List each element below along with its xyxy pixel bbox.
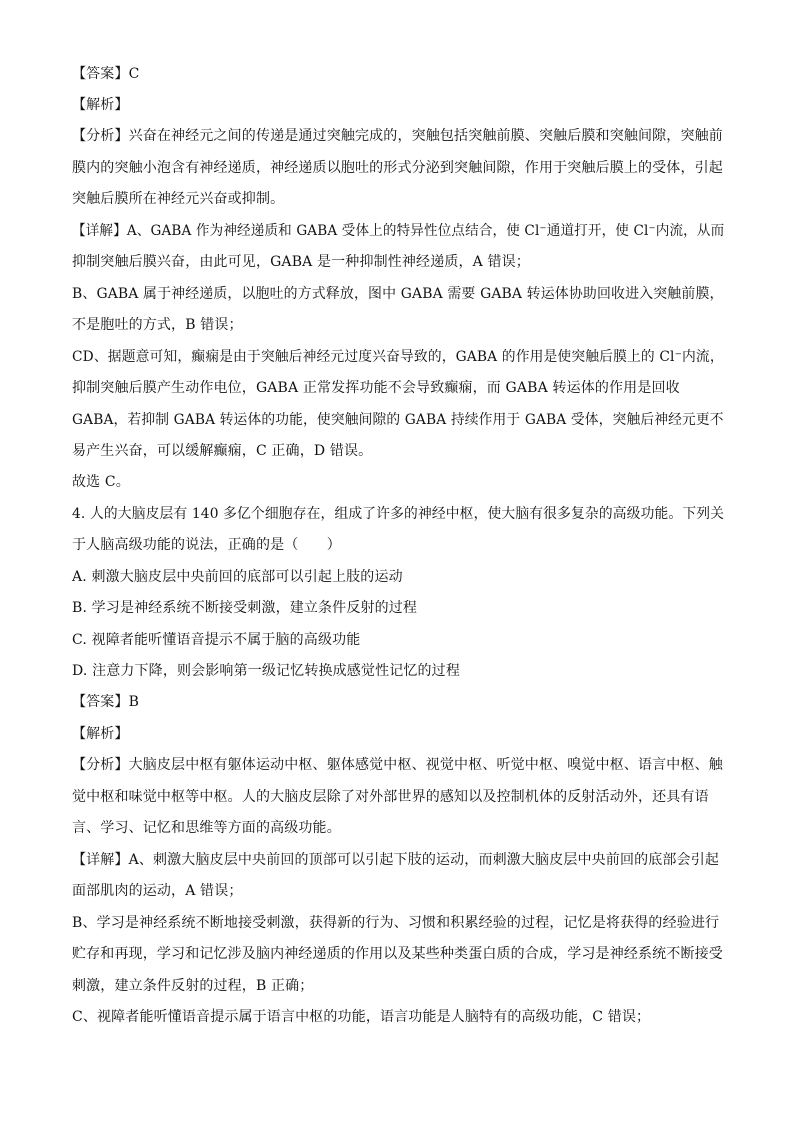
text-line: 【分析】大脑皮层中枢有躯体运动中枢、躯体感觉中枢、视觉中枢、听觉中枢、嗅觉中枢、语言中枢、触 <box>72 757 723 773</box>
text-line: B、GABA 属于神经递质，以胞吐的方式释放，图中 GABA 需要 GABA 转运体协助回收进入突触前膜， <box>72 286 724 302</box>
answer-line-1: 【答案】C <box>72 66 140 82</box>
text-line: 不是胞吐的方式，B 错误； <box>72 317 243 333</box>
text-line: 易产生兴奋，可以缓解癫痫，C 正确，D 错误。 <box>72 443 373 459</box>
text-line: GABA，若抑制 GABA 转运体的功能，使突触间隙的 GABA 持续作用于 GABA 受体，突触后神经元更不 <box>72 412 724 428</box>
text-line: 抑制突触后膜兴奋，由此可见，GABA 是一种抑制性神经递质，A 错误； <box>72 254 530 270</box>
question-stem: 于人脑高级功能的说法，正确的是（ ） <box>72 537 341 553</box>
analysis-heading-2: 【解析】 <box>72 726 129 742</box>
text-line: 言、学习、记忆和思维等方面的高级功能。 <box>72 820 341 836</box>
option-c: C. 视障者能听懂语音提示不属于脑的高级功能 <box>72 632 361 648</box>
text-line: 膜内的突触小泡含有神经递质，神经递质以胞吐的形式分泌到突触间隙，作用于突触后膜上的受体，引起 <box>72 160 723 176</box>
text-line: 贮存和再现，学习和记忆涉及脑内神经递质的作用以及某些种类蛋白质的合成，学习是神经系统不断接受 <box>72 946 723 962</box>
answer-line-2: 【答案】B <box>72 694 140 710</box>
option-b: B. 学习是神经系统不断接受刺激，建立条件反射的过程 <box>72 600 418 616</box>
text-line: 【详解】A、GABA 作为神经递质和 GABA 受体上的特异性位点结合，使 Cl⁻通道打开，使 Cl⁻内流，从而 <box>72 223 725 239</box>
option-a: A. 刺激大脑皮层中央前回的底部可以引起上肢的运动 <box>72 569 403 585</box>
text-line: 面部肌肉的运动，A 错误； <box>72 883 243 899</box>
text-line: 觉中枢和味觉中枢等中枢。人的大脑皮层除了对外部世界的感知以及控制机体的反射活动外，还具有语 <box>72 789 709 805</box>
text-line: 【分析】兴奋在神经元之间的传递是通过突触完成的，突触包括突触前膜、突触后膜和突触间隙，突触前 <box>72 128 723 144</box>
question-stem: 4. 人的大脑皮层有 140 多亿个细胞存在，组成了许多的神经中枢，使大脑有很多复杂的高级功能。下列关 <box>72 506 725 522</box>
text-line: 抑制突触后膜产生动作电位，GABA 正常发挥功能不会导致癫痫，而 GABA 转运体的作用是回收 <box>72 380 680 396</box>
text-line: 刺激，建立条件反射的过程，B 正确； <box>72 978 314 994</box>
text-line: 【详解】A、刺激大脑皮层中央前回的顶部可以引起下肢的运动，而刺激大脑皮层中央前回的底部会引起 <box>72 852 720 868</box>
analysis-heading-1: 【解析】 <box>72 97 129 113</box>
text-line: B、学习是神经系统不断地接受刺激，获得新的行为、习惯和积累经验的过程，记忆是将获得的经验进行 <box>72 915 720 931</box>
option-d: D. 注意力下降，则会影响第一级记忆转换成感觉性记忆的过程 <box>72 663 460 679</box>
text-line: 突触后膜所在神经元兴奋或抑制。 <box>72 191 285 207</box>
text-line: CD、据题意可知，癫痫是由于突触后神经元过度兴奋导致的，GABA 的作用是使突触后膜上的 Cl⁻内流， <box>72 349 724 365</box>
text-line: 故选 C。 <box>72 474 130 490</box>
text-line: C、视障者能听懂语音提示属于语言中枢的功能，语言功能是人脑特有的高级功能，C 错误； <box>72 1009 651 1025</box>
